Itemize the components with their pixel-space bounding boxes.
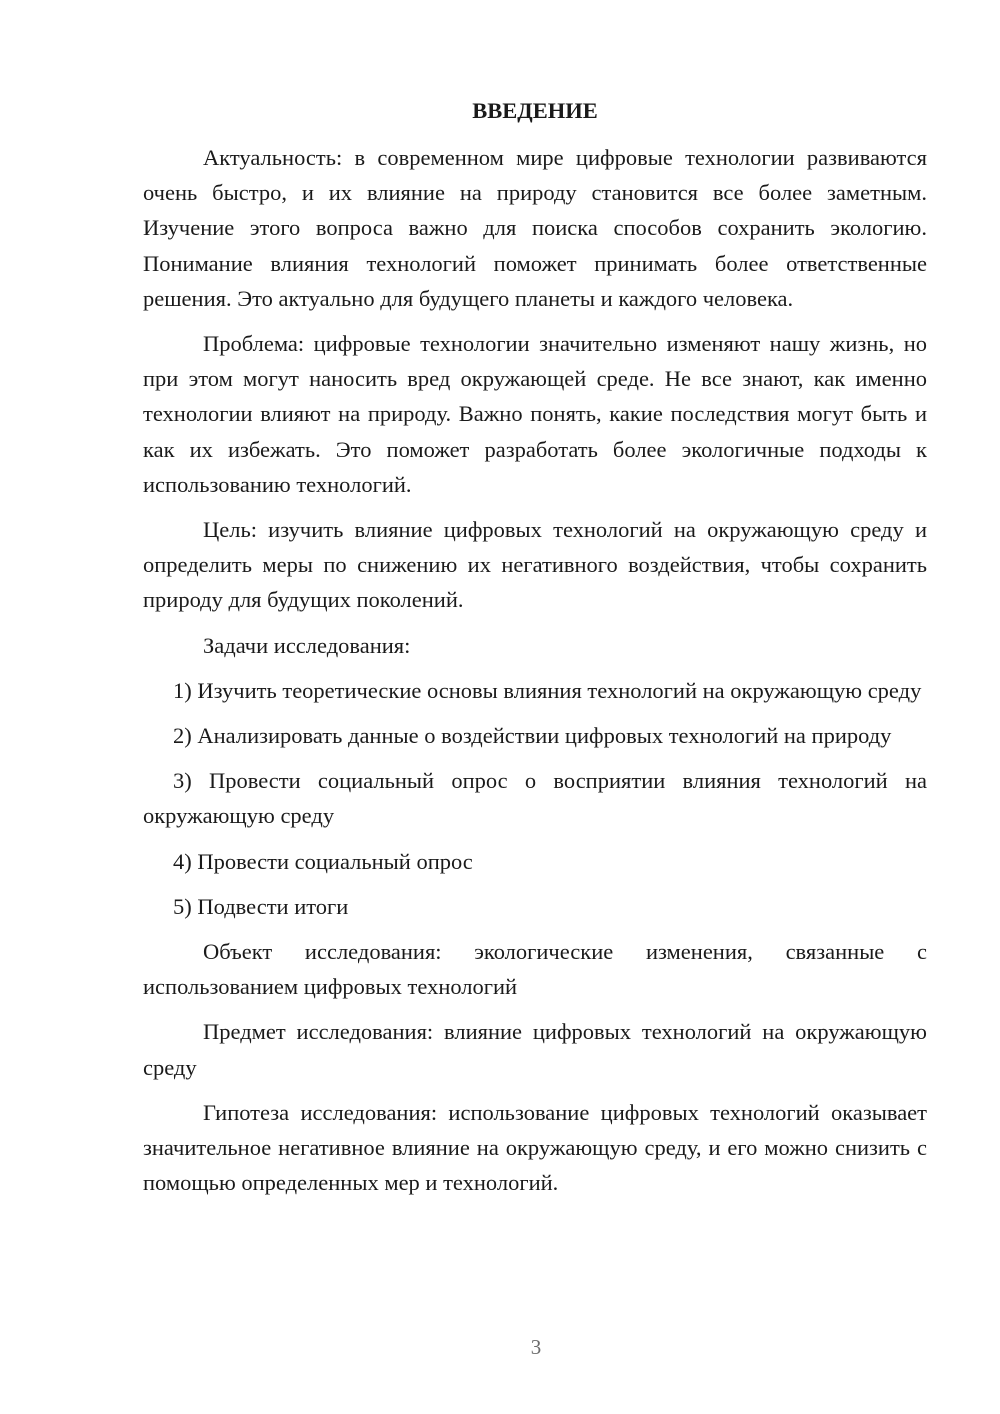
relevance-paragraph: Актуальность: в современном мире цифровые технологии развиваются очень быстро, и их влияние на природу становится все более заметным. Изучение этого вопроса важно для поиска способов сохранить экологию. Понимание влияния технологий поможет принимать более ответственные решения. Это актуально для будущего планеты и каждого человека. (143, 145, 927, 311)
task-item: 2) Анализировать данные о воздействии цифровых технологий на природу (173, 723, 892, 749)
task-item: 5) Подвести итоги (173, 893, 349, 919)
page-title: ВВЕДЕНИЕ (472, 98, 598, 123)
page-number: 3 (530, 1335, 542, 1359)
problem-paragraph: Проблема: цифровые технологии значительно изменяют нашу жизнь, но при этом могут наносить вред окружающей среде. Не все знают, как именно технологии влияют на природу. Важно понять, какие последствия могут быть и как их избежать. Это поможет разработать более экологичные подходы к использованию технологий. (143, 331, 927, 497)
document-page (143, 96, 927, 1210)
subject-paragraph: Предмет исследования: влияние цифровых технологий на окружающую среду (143, 1019, 927, 1080)
tasks-heading: Задачи исследования: (203, 632, 411, 658)
object-paragraph: Объект исследования: экологические изменения, связанные с использованием цифровых технологий (143, 939, 927, 1000)
task-item: 3) Провести социальный опрос о восприятии влияния технологий на окружающую среду (143, 768, 927, 829)
task-item: 1) Изучить теоретические основы влияния технологий на окружающую среду (173, 677, 922, 703)
goal-paragraph: Цель: изучить влияние цифровых технологий на окружающую среду и определить меры по снижению их негативного воздействия, чтобы сохранить природу для будущих поколений. (143, 517, 927, 613)
hypothesis-paragraph: Гипотеза исследования: использование цифровых технологий оказывает значительное негативное влияние на окружающую среду, и его можно снизить с помощью определенных мер и технологий. (143, 1099, 927, 1196)
task-item: 4) Провести социальный опрос (173, 848, 473, 874)
